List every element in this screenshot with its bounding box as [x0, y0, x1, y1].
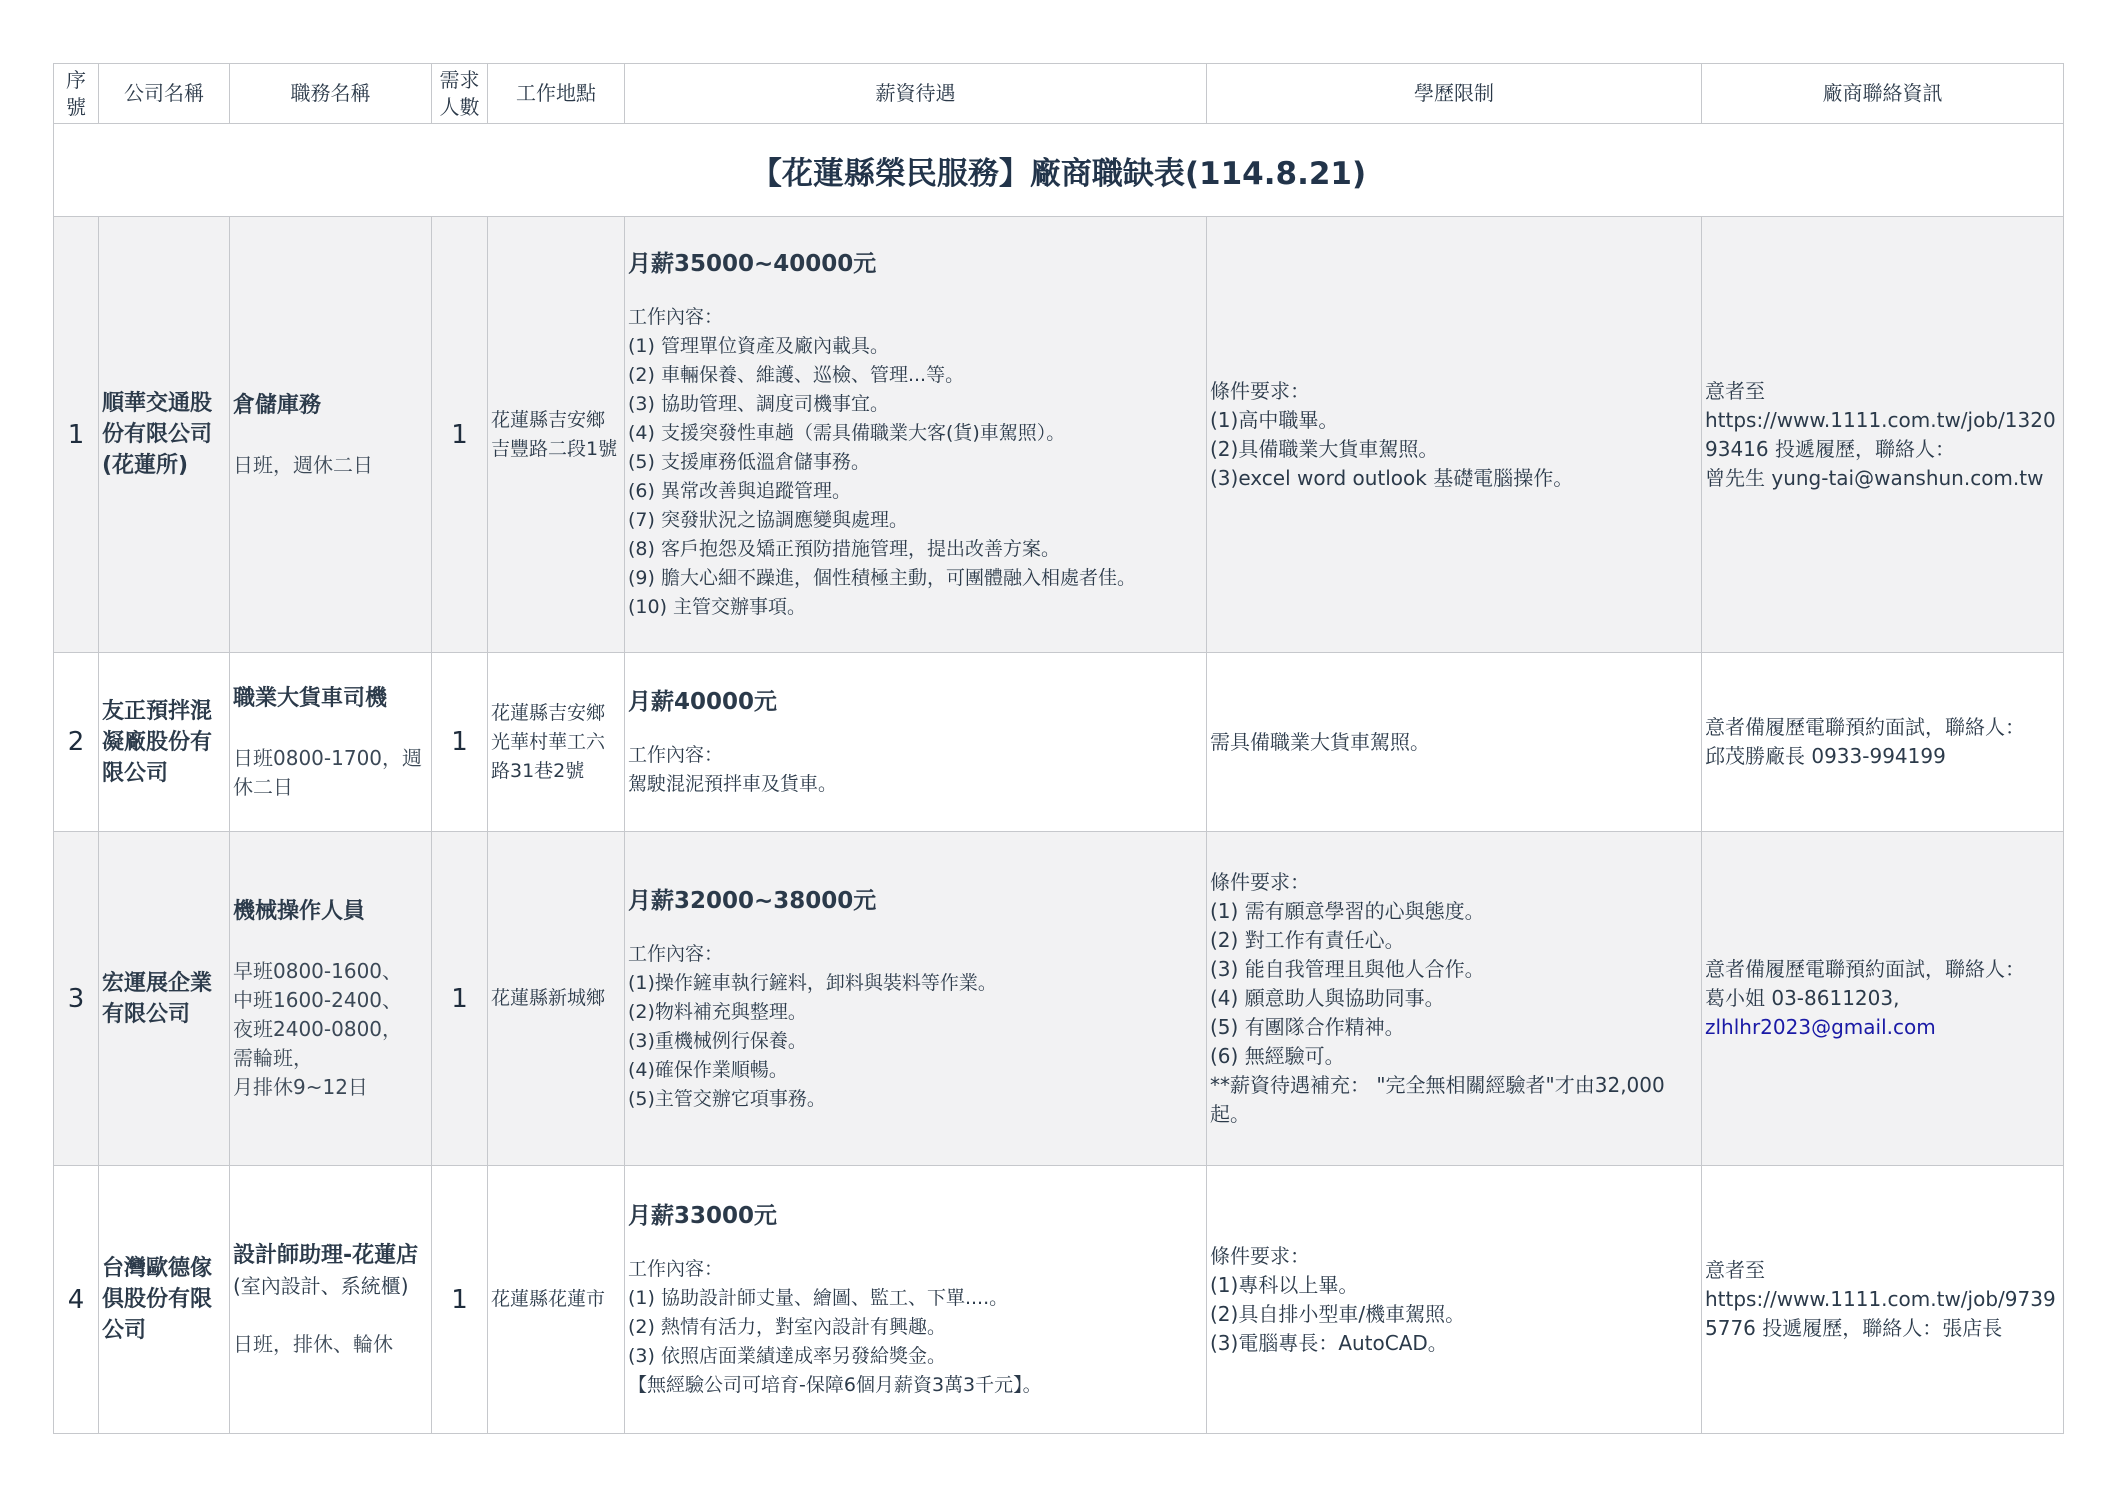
contact-cell — [1702, 217, 2064, 653]
salary-detail-line: (3) 依照店面業績達成率另發給獎金。 — [628, 1345, 946, 1367]
requirement-line: (6) 無經驗可。 — [1210, 1044, 1345, 1068]
headcount: 1 — [432, 832, 488, 1166]
headcount: 1 — [432, 1166, 488, 1434]
header-company: 公司名稱 — [99, 64, 230, 124]
salary-cell — [625, 832, 1207, 1166]
spacer — [233, 928, 428, 957]
job-shift-line: 日班0800-1700，週休二日 — [233, 745, 423, 799]
company-name: 友正預拌混凝廠股份有限公司 — [99, 653, 230, 832]
salary-amount: 月薪32000~38000元 — [628, 887, 877, 914]
contact-line: 邱茂勝廠長 0933-994199 — [1705, 744, 1946, 768]
salary-detail-line: 駕駛混泥預拌車及貨車。 — [628, 773, 838, 795]
job-title-block — [233, 683, 428, 715]
header-count: 需求人數 — [432, 64, 488, 124]
table-title: 【花蓮縣榮民服務】廠商職缺表(114.8.21) — [54, 124, 2064, 217]
salary-detail-line: (9) 膽大心細不躁進，個性積極主動，可團體融入相處者佳。 — [628, 567, 1136, 589]
salary-detail-line: (2)物料補充與整理。 — [628, 1000, 807, 1023]
contact-line: 曾先生 yung-tai@wanshun.com.tw — [1705, 465, 2044, 490]
table-row — [54, 217, 2064, 653]
requirement-line: 需具備職業大貨車駕照。 — [1210, 729, 1430, 754]
requirement-line: (1)高中職畢。 — [1210, 407, 1339, 432]
work-location: 花蓮縣新城鄉 — [488, 832, 625, 1166]
header-location: 工作地點 — [488, 64, 625, 124]
job-vacancy-sheet — [53, 63, 2063, 1434]
job-cell — [230, 1166, 432, 1434]
headcount: 1 — [432, 217, 488, 653]
job-title-block — [233, 390, 428, 422]
work-location: 花蓮縣吉安鄉光華村華工六路31巷2號 — [488, 653, 625, 832]
row-number: 2 — [54, 653, 99, 832]
requirement-line: (3)excel word outlook 基礎電腦操作。 — [1210, 465, 1574, 490]
vacancy-table — [53, 63, 2064, 1434]
contact-line: 意者至 — [1705, 378, 1765, 403]
company-name: 台灣歐德傢俱股份有限公司 — [99, 1166, 230, 1434]
job-title-sub: (室內設計、系統櫃) — [233, 1274, 409, 1298]
header-education: 學歷限制 — [1207, 64, 1702, 124]
job-shift-line: 月排休9~12日 — [233, 1074, 368, 1099]
salary-detail-line: 工作內容： — [628, 744, 724, 766]
header-job: 職務名稱 — [230, 64, 432, 124]
work-location: 花蓮縣花蓮市 — [488, 1166, 625, 1434]
salary-cell — [625, 1166, 1207, 1434]
salary-detail-line: (3) 協助管理、調度司機事宜。 — [628, 393, 889, 415]
salary-amount: 月薪35000~40000元 — [628, 251, 877, 277]
salary-detail-line: (2) 熱情有活力，對室內設計有興趣。 — [628, 1316, 946, 1338]
table-row — [54, 653, 2064, 832]
requirement-line: **薪資待遇補充： "完全無相關經驗者"才由32,000起。 — [1210, 1073, 1665, 1126]
header-contact: 廠商聯絡資訊 — [1702, 64, 2064, 124]
contact-line: 意者備履歷電聯預約面試，聯絡人： — [1705, 715, 2025, 739]
requirement-line: (1) 需有願意學習的心與態度。 — [1210, 899, 1485, 923]
headcount: 1 — [432, 653, 488, 832]
job-shift-line: 需輪班， — [233, 1045, 313, 1070]
salary-detail-line: (7) 突發狀況之協調應變與處理。 — [628, 509, 908, 531]
header-row — [54, 64, 2064, 124]
requirement-line: (2)具自排小型車/機車駕照。 — [1210, 1301, 1466, 1326]
job-shift-line: 早班0800-1600、 — [233, 958, 403, 983]
salary-detail-line: (5) 支援庫務低溫倉儲事務。 — [628, 451, 870, 473]
job-cell — [230, 217, 432, 653]
job-shift-line: 中班1600-2400、 — [233, 987, 403, 1012]
requirement-line: (1)專科以上畢。 — [1210, 1272, 1359, 1297]
spacer — [233, 715, 428, 744]
row-number: 1 — [54, 217, 99, 653]
salary-detail-line: 工作內容： — [628, 942, 724, 965]
salary-amount: 月薪40000元 — [628, 689, 778, 715]
job-shift-line: 夜班2400-0800， — [233, 1016, 403, 1041]
salary-detail-line: (3)重機械例行保養。 — [628, 1029, 807, 1052]
salary-detail-line: (5)主管交辦它項事務。 — [628, 1087, 826, 1110]
salary-detail-line: (6) 異常改善與追蹤管理。 — [628, 480, 851, 502]
job-title: 機械操作人員 — [233, 898, 366, 924]
salary-detail-line: (10) 主管交辦事項。 — [628, 596, 807, 618]
header-no: 序號 — [54, 64, 99, 124]
contact-line: 葛小姐 03-8611203, — [1705, 986, 1900, 1010]
table-row — [54, 832, 2064, 1166]
contact-line: 意者備履歷電聯預約面試，聯絡人： — [1705, 957, 2025, 981]
education-cell — [1207, 653, 1702, 832]
requirement-line: (3)電腦專長：AutoCAD。 — [1210, 1330, 1448, 1355]
salary-cell — [625, 217, 1207, 653]
job-cell — [230, 832, 432, 1166]
salary-detail-line: (8) 客戶抱怨及矯正預防措施管理，提出改善方案。 — [628, 538, 1060, 560]
requirement-line: (5) 有團隊合作精神。 — [1210, 1015, 1405, 1039]
contact-line: 意者至 — [1705, 1258, 1765, 1282]
contact-cell — [1702, 1166, 2064, 1434]
requirement-line: (3) 能自我管理且與他人合作。 — [1210, 957, 1485, 981]
salary-detail-line: (1) 管理單位資產及廠內載具。 — [628, 335, 889, 357]
job-shift-line: 日班，排休、輪休 — [233, 1332, 393, 1356]
requirement-line: (2) 對工作有責任心。 — [1210, 928, 1405, 952]
requirement-line: (4) 願意助人與協助同事。 — [1210, 986, 1445, 1010]
spacer — [233, 1301, 428, 1330]
contact-email-link[interactable]: zlhlhr2023@gmail.com — [1705, 1015, 1936, 1039]
job-title: 設計師助理-花蓮店 — [233, 1243, 419, 1268]
contact-line: https://www.1111.com.tw/job/132093416 投遞履歷，聯絡人： — [1705, 407, 2056, 461]
spacer — [233, 422, 428, 451]
company-name: 順華交通股份有限公司(花蓮所) — [99, 217, 230, 653]
requirement-line: (2)具備職業大貨車駕照。 — [1210, 436, 1439, 461]
company-name: 宏運展企業有限公司 — [99, 832, 230, 1166]
education-cell — [1207, 217, 1702, 653]
requirement-line: 條件要求： — [1210, 1243, 1310, 1268]
requirement-line: 條件要求： — [1210, 870, 1310, 894]
table-row — [54, 1166, 2064, 1434]
salary-amount: 月薪33000元 — [628, 1203, 778, 1229]
job-title-block — [233, 1240, 428, 1301]
job-title: 職業大貨車司機 — [233, 685, 388, 711]
job-title: 倉儲庫務 — [233, 392, 322, 418]
job-shift-line: 日班，週休二日 — [233, 452, 373, 477]
salary-detail-line: (4) 支援突發性車趟（需具備職業大客(貨)車駕照）。 — [628, 422, 1066, 444]
work-location: 花蓮縣吉安鄉吉豐路二段1號 — [488, 217, 625, 653]
salary-detail-line: (1) 協助設計師丈量、繪圖、監工、下單....。 — [628, 1287, 1009, 1309]
contact-line: https://www.1111.com.tw/job/97395776 投遞履歷，聯絡人：張店長 — [1705, 1287, 2056, 1340]
job-cell — [230, 653, 432, 832]
header-salary: 薪資待遇 — [625, 64, 1207, 124]
requirement-line: 條件要求： — [1210, 378, 1310, 403]
salary-detail-line: (4)確保作業順暢。 — [628, 1058, 788, 1081]
salary-detail-line: 工作內容： — [628, 1258, 724, 1280]
contact-cell — [1702, 832, 2064, 1166]
salary-detail-line: 工作內容： — [628, 306, 724, 328]
row-number: 4 — [54, 1166, 99, 1434]
salary-cell — [625, 653, 1207, 832]
salary-detail-line: (2) 車輛保養、維護、巡檢、管理...等。 — [628, 364, 965, 386]
row-number: 3 — [54, 832, 99, 1166]
salary-detail-line: 【無經驗公司可培育-保障6個月薪資3萬3千元】。 — [628, 1374, 1042, 1396]
education-cell — [1207, 832, 1702, 1166]
education-cell — [1207, 1166, 1702, 1434]
job-title-block — [233, 896, 428, 928]
contact-cell — [1702, 653, 2064, 832]
salary-detail-line: (1)操作鏟車執行鏟料，卸料與裝料等作業。 — [628, 971, 997, 994]
